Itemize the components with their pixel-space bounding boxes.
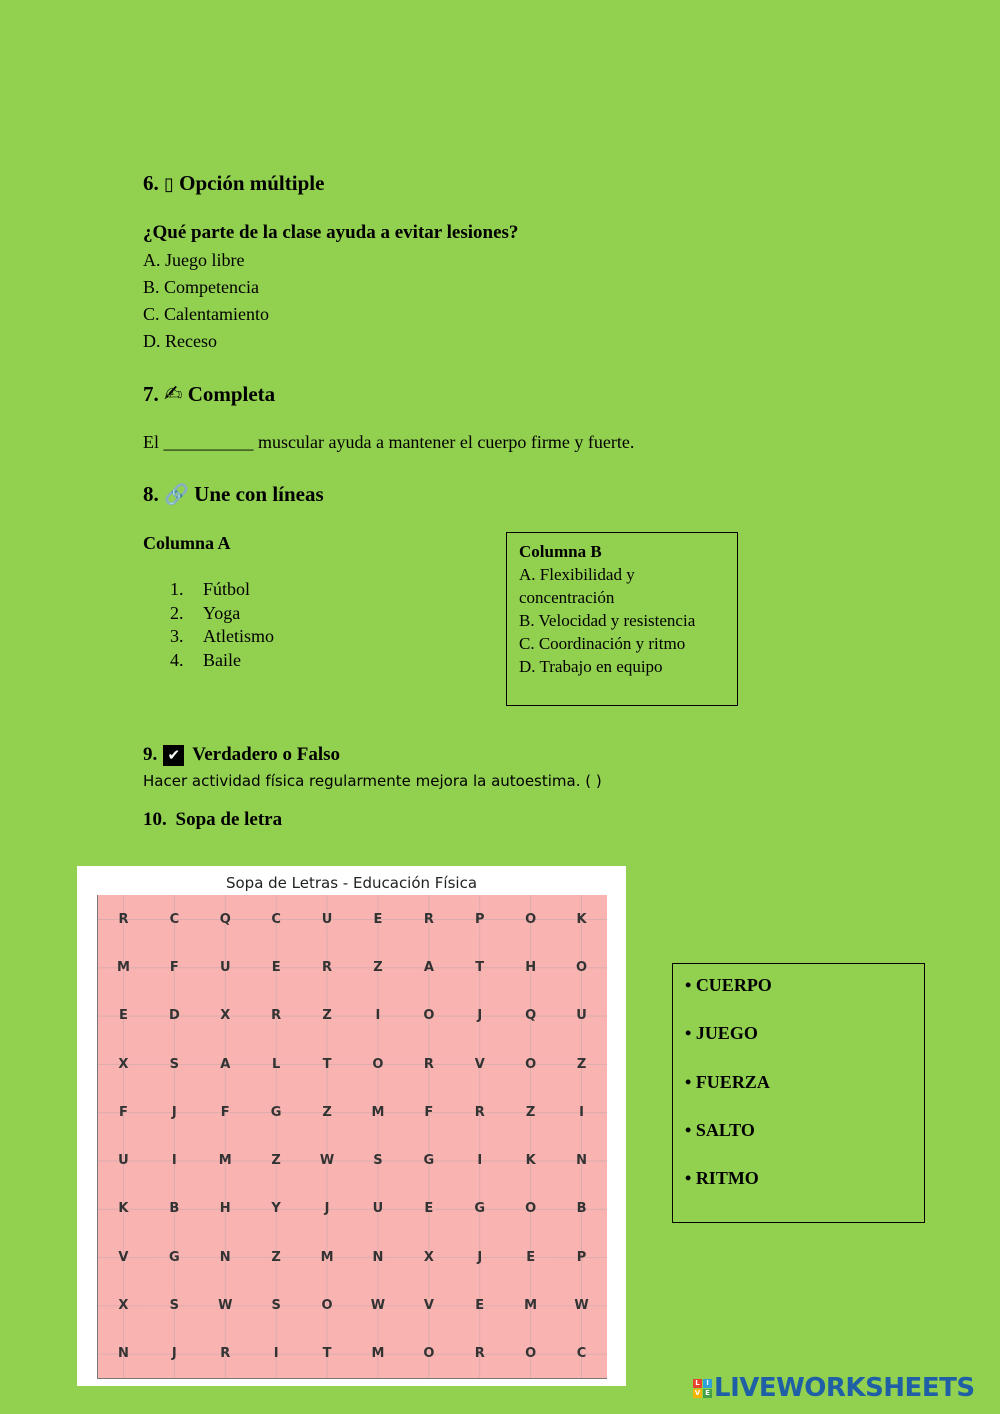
grid-letter: R [474,1346,485,1362]
word-item: • RITMO [685,1168,759,1189]
missing-glyph-icon: ▯ [164,174,174,195]
grid-letter: S [373,1153,383,1169]
q6-option: D. Receso [143,331,217,351]
grid-letter: J [477,1008,483,1024]
column-a-item: 2. Yoga [170,602,241,623]
grid-letter: S [169,1298,180,1314]
grid-letter: M [524,1298,538,1314]
grid-letter: N [576,1153,587,1169]
q6-heading [143,171,324,196]
grid-letter: I [171,1153,177,1169]
grid-letter: G [423,1153,435,1169]
grid-letter: R [423,911,434,927]
grid-letter: N [372,1249,384,1265]
q9-number: 9. [143,744,158,765]
grid-letter: O [576,959,588,975]
grid-letter: O [525,1056,537,1072]
grid-letter: A [220,1056,231,1072]
grid-letter: E [119,1008,128,1024]
grid-letter: I [375,1008,381,1024]
grid-letter: U [118,1153,129,1169]
grid-letter: F [220,1104,230,1120]
grid-letter: U [321,911,333,927]
grid-letter: K [525,1153,536,1169]
q7-sentence: El __________ muscular ayuda a mantener el cuerpo firme y fuerte. [143,432,635,452]
logo-mark-letter: I [703,1379,712,1388]
grid-letter: V [118,1249,129,1265]
logo-mark-letter: V [694,1388,701,1397]
grid-letter: T [322,1056,332,1072]
grid-letter: J [171,1104,177,1120]
grid-letter: R [474,1104,485,1120]
grid-letter: T [322,1346,332,1362]
word-item: • JUEGO [685,1023,758,1044]
column-a-list [170,578,274,672]
grid-letter: I [273,1346,279,1362]
grid-letter: Z [271,1153,281,1169]
grid-letter: X [220,1008,231,1024]
grid-letter: Z [322,1104,332,1120]
grid-letter: Q [525,1008,537,1024]
grid-letter: Z [271,1249,281,1265]
grid-letter: G [270,1104,282,1120]
q6-question: ¿Qué parte de la clase ayuda a evitar lesiones? [143,222,519,243]
grid-letter: W [319,1153,335,1169]
q7-heading [143,382,275,407]
logo-text: LIVEWORKSHEETS [714,1373,975,1403]
grid-letter: E [424,1201,434,1217]
grid-letter: O [321,1298,333,1314]
grid-letter: W [218,1298,233,1314]
grid-letter: U [372,1201,384,1217]
grid-letter: E [271,959,281,975]
grid-letter: S [271,1298,281,1314]
logo-mark-letter: E [703,1389,712,1398]
grid-letter: R [271,1008,282,1024]
grid-letter: N [118,1346,129,1362]
grid-letter: O [525,1201,537,1217]
q7-number: 7. [143,382,159,406]
word-list-box [672,963,925,1223]
column-b-item: A. Flexibilidad y concentración [519,565,635,607]
grid-letter: K [118,1201,129,1217]
grid-letter: M [116,959,130,975]
column-a-item: 3. Atletismo [170,626,274,646]
q9-title: Verdadero o Falso [192,744,341,765]
q10-number: 10. [143,809,167,830]
grid-letter: Y [271,1201,281,1217]
grid-letter: C [169,911,180,927]
grid-letter: L [271,1056,281,1072]
grid-letter: Z [322,1008,332,1024]
q6-number: 6. [143,171,159,195]
grid-letter: E [373,911,383,927]
grid-letter: U [219,959,231,975]
grid-letter: O [372,1056,384,1072]
grid-letter: R [118,911,129,927]
grid-letter: W [574,1298,589,1314]
q6-option: C. Calentamiento [143,304,269,324]
word-search-image [77,866,626,1386]
liveworksheets-logo[interactable] [693,1373,975,1403]
logo-mark-icon [693,1379,712,1398]
grid-letter: Z [576,1056,587,1072]
logo-mark-letter: L [693,1379,702,1388]
q7-title: Completa [187,382,276,406]
grid-letter: Z [525,1104,536,1120]
word-item: • FUERZA [685,1071,770,1092]
grid-letter: J [324,1201,330,1217]
grid-letter: X [118,1298,129,1314]
column-b-title: Columna B [519,542,602,561]
grid-letter: M [371,1104,385,1120]
grid-letter: X [118,1056,129,1072]
link-icon: 🔗 [164,482,189,506]
q6-options [143,247,269,355]
grid-letter: G [474,1201,486,1217]
grid-letter: H [525,959,537,975]
grid-letter: E [475,1298,485,1314]
grid-letter: N [219,1249,231,1265]
grid-letter: Q [219,911,231,927]
grid-letter: G [169,1249,180,1265]
grid-letter: F [119,1104,128,1120]
grid-letter: W [370,1298,386,1314]
word-search-grid [97,895,607,1379]
grid-letter: R [220,1346,231,1362]
grid-letter: H [219,1201,231,1217]
q8-title: Une con líneas [194,482,324,506]
grid-letter: U [576,1008,587,1024]
column-a-title: Columna A [143,533,231,553]
grid-letter: M [320,1249,334,1265]
grid-letter: B [576,1201,587,1217]
grid-letter: R [322,959,333,975]
grid-letter: O [525,911,537,927]
grid-letter: V [474,1056,485,1072]
grid-letter: O [423,1346,435,1362]
grid-letter: M [371,1346,385,1362]
column-b-item: B. Velocidad y resistencia [519,611,696,630]
grid-letter: E [526,1249,536,1265]
grid-letter: C [576,1346,587,1362]
column-b-item: D. Trabajo en equipo [519,657,663,676]
check-mark-icon: ✔ [163,745,184,766]
grid-letter: X [423,1249,434,1265]
grid-letter: S [169,1056,180,1072]
grid-letter: V [423,1298,434,1314]
column-b-box [506,532,738,706]
q8-number: 8. [143,482,159,506]
word-item: • CUERPO [685,975,772,995]
column-a-item: 4. Baile [170,649,241,670]
grid-letter: O [423,1008,435,1024]
q8-heading [143,482,324,507]
q6-option: B. Competencia [143,277,259,297]
grid-letter: K [576,911,587,927]
grid-letter: J [477,1249,483,1265]
q10-title: Sopa de letra [175,809,283,830]
grid-letter: I [579,1104,584,1120]
grid-letter: C [271,911,281,927]
writing-hand-icon: ✍ [164,382,183,407]
q9-heading [143,744,340,766]
grid-letter: Z [373,959,383,975]
grid-letter: F [424,1104,434,1120]
column-a-item: 1. Fútbol [170,579,251,599]
grid-letter: A [423,959,434,975]
word-item: • SALTO [685,1119,755,1140]
grid-letter: I [477,1153,483,1169]
grid-letter: B [169,1201,180,1217]
grid-letter: P [576,1249,587,1265]
grid-letter: D [168,1008,180,1024]
grid-letter: F [169,959,179,975]
q10-heading [143,809,282,831]
q9-statement: Hacer actividad física regularmente mejora la autoestima. ( ) [143,772,602,790]
q6-option: A. Juego libre [143,250,245,270]
grid-letter: P [474,911,485,927]
grid-letter: M [218,1153,232,1169]
grid-letter: R [423,1056,434,1072]
word-search-title: Sopa de Letras - Educación Física [225,874,478,892]
grid-letter: T [475,959,485,975]
grid-letter: J [171,1346,177,1362]
q6-title: Opción múltiple [179,171,325,195]
column-b-item: C. Coordinación y ritmo [519,634,686,653]
grid-letter: O [525,1346,537,1362]
